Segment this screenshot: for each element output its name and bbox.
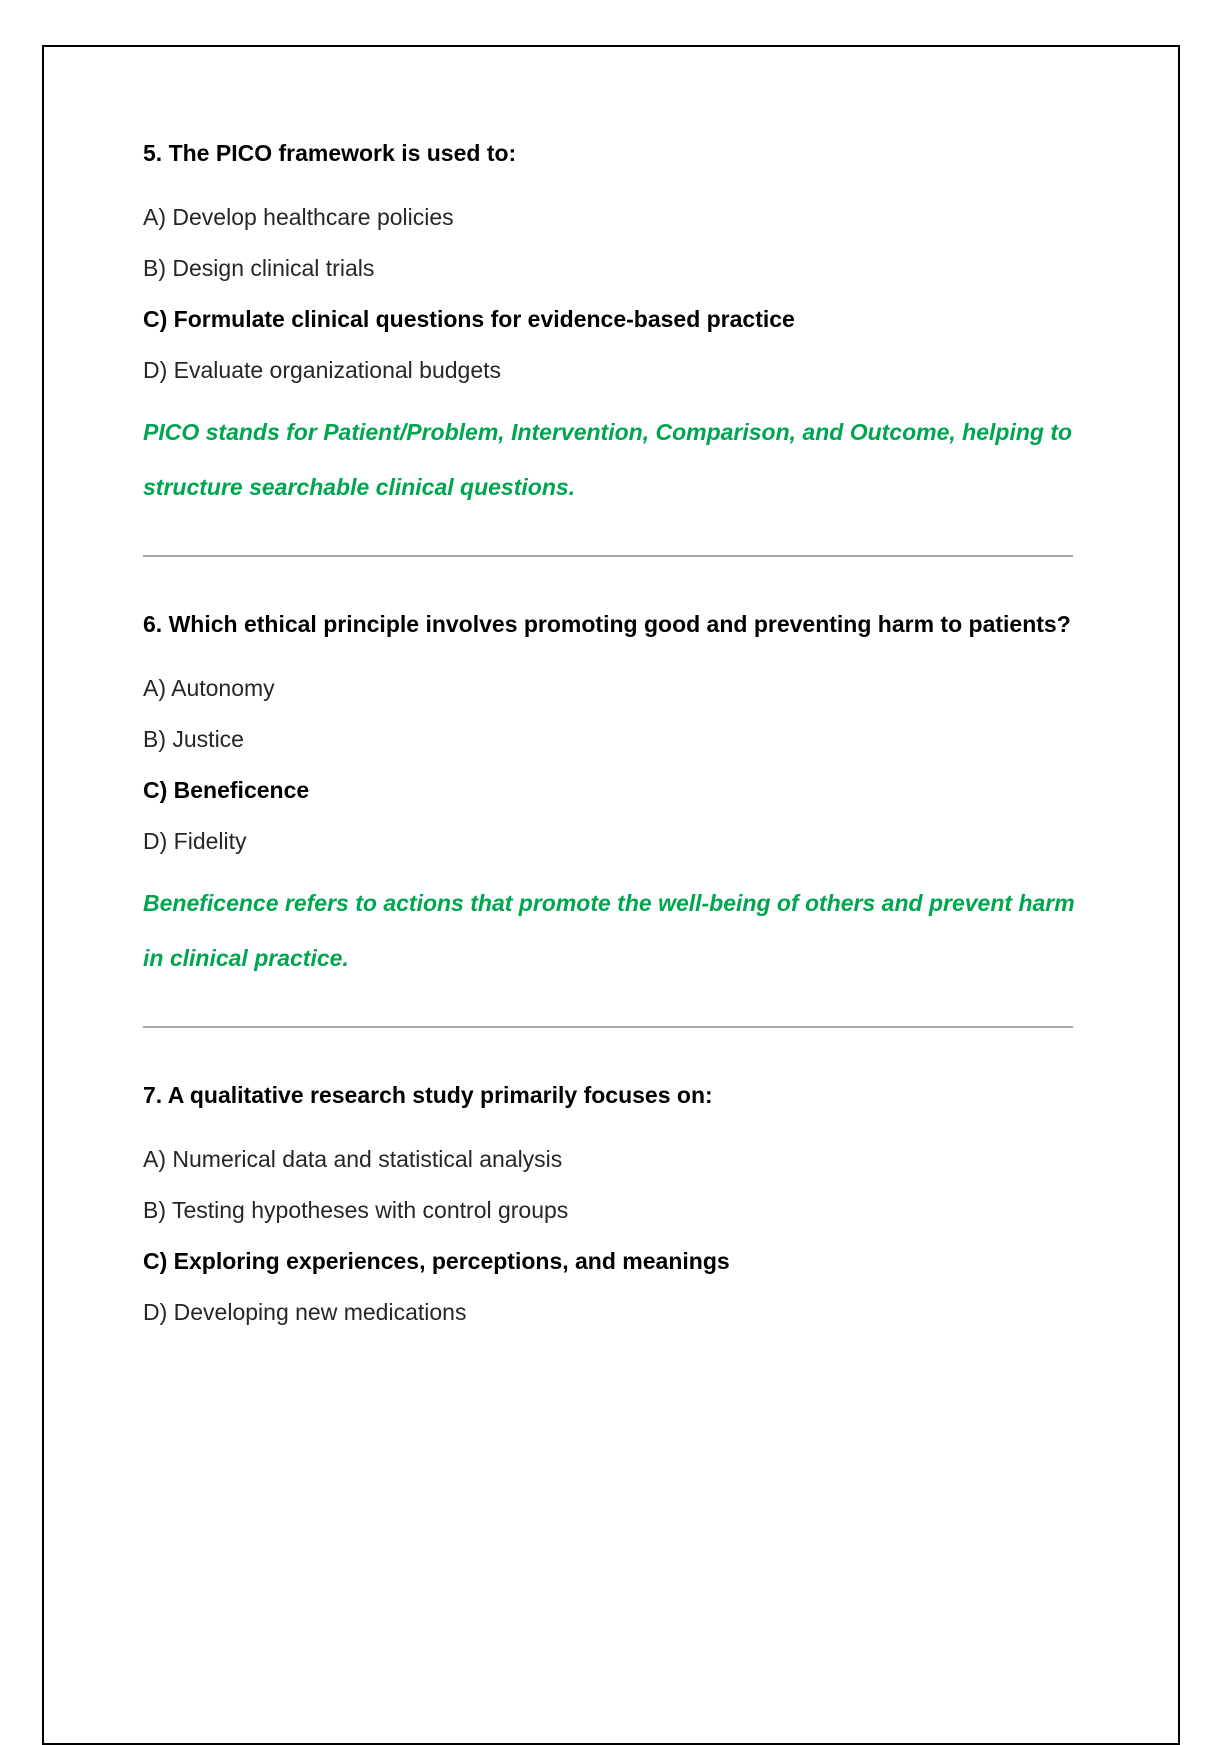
answer-option-d: D) Evaluate organizational budgets: [143, 357, 502, 383]
answer-option-d: D) Developing new medications: [143, 1299, 467, 1325]
answer-option-a: A) Develop healthcare policies: [143, 204, 454, 230]
explanation-text: Beneficence refers to actions that promote the well-being of others and prevent harm in clinical practice.: [143, 890, 1075, 971]
section-divider: [143, 1026, 1073, 1028]
question-block-7: [143, 1070, 1078, 1338]
answer-option-b: B) Design clinical trials: [143, 255, 375, 281]
answer-option-c-correct: C) Exploring experiences, perceptions, and meanings: [143, 1248, 730, 1274]
answer-option-b: B) Justice: [143, 726, 244, 752]
answer-option-b: B) Testing hypotheses with control groups: [143, 1197, 569, 1223]
answer-option-a: A) Numerical data and statistical analysis: [143, 1146, 563, 1172]
question-title: 7. A qualitative research study primarily focuses on:: [143, 1082, 713, 1108]
question-block-5: [143, 128, 1078, 515]
document-content: [143, 128, 1078, 1338]
answer-option-c-correct: C) Beneficence: [143, 777, 310, 803]
answer-option-c-correct: C) Formulate clinical questions for evidence-based practice: [143, 306, 795, 332]
answer-option-a: A) Autonomy: [143, 675, 275, 701]
explanation-text: PICO stands for Patient/Problem, Intervention, Comparison, and Outcome, helping to structure searchable clinical questions.: [143, 419, 1073, 500]
answer-option-d: D) Fidelity: [143, 828, 247, 854]
section-divider: [143, 555, 1073, 557]
question-block-6: [143, 599, 1078, 986]
question-title: 5. The PICO framework is used to:: [143, 140, 517, 166]
question-title: 6. Which ethical principle involves promoting good and preventing harm to patients?: [143, 611, 1071, 637]
